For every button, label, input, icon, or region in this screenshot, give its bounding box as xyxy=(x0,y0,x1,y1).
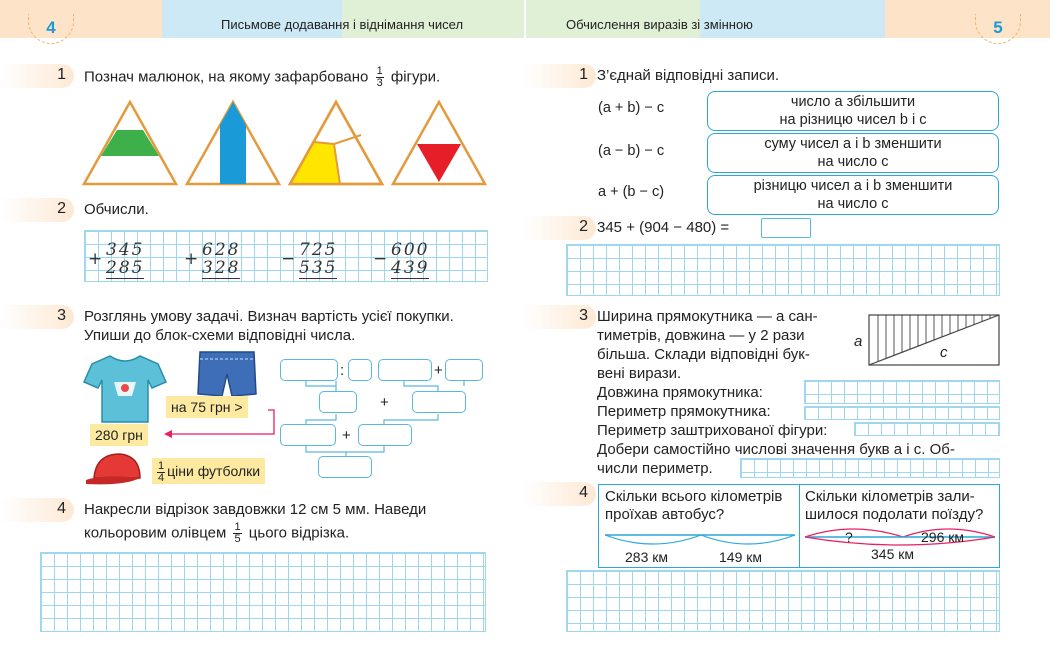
q2-value-1: 296 км xyxy=(921,529,964,545)
task-number-r4: 4 xyxy=(522,482,596,506)
task-r4-divider xyxy=(799,485,800,567)
flow-op-divide: : xyxy=(340,362,345,379)
label-shaded-perimeter: Периметр заштрихованої фігури: xyxy=(597,422,828,439)
task-number-r1: 1 xyxy=(522,64,596,88)
segment-diagram-1 xyxy=(603,525,797,549)
expr-1: (a + b) − c xyxy=(598,100,665,116)
flow-box-2[interactable] xyxy=(348,359,372,381)
task-r1-text: З’єднай відповідні записи. xyxy=(597,67,780,84)
task-number-l1: 1 xyxy=(0,64,74,88)
fraction-one-third: $\frac{1}{3}$ xyxy=(376,65,383,89)
task-l4-line1: Накресли відрізок завдовжки 12 см 5 мм. Наведи xyxy=(84,501,427,518)
cap-icon xyxy=(84,450,148,488)
triangle-2[interactable] xyxy=(187,102,279,184)
label-length: Довжина прямокутника: xyxy=(597,384,763,401)
fraction-one-fifth: $\frac{1}{5}$ xyxy=(234,521,241,545)
match-box-1[interactable]: число a збільшити на різницю чисел b і c xyxy=(707,91,999,131)
fig-label-a: a xyxy=(854,333,863,350)
header-band-right xyxy=(885,0,1050,38)
task-l2-text: Обчисли. xyxy=(84,201,149,218)
flow-box-6[interactable] xyxy=(412,391,466,413)
answer-grid-r3[interactable] xyxy=(740,458,1000,478)
page-divider xyxy=(524,0,526,38)
tshirt-icon xyxy=(82,352,168,424)
q1-value-1: 283 км xyxy=(625,549,668,565)
match-box-3[interactable]: різницю чисел a і b зменшити на число c xyxy=(707,175,999,215)
answer-grid-length[interactable] xyxy=(804,380,1000,404)
left-page-title: Письмове додавання і віднімання чисел xyxy=(221,17,464,32)
task-r4-table xyxy=(598,484,1000,568)
shorts-icon xyxy=(196,350,258,398)
task-l3-line1: Розглянь умову задачі. Визнач вартість усієї покупки. xyxy=(84,308,454,325)
q2-total: 345 км xyxy=(871,546,914,562)
q2-unknown: ? xyxy=(845,529,853,545)
task-number-l3: 3 xyxy=(0,305,74,329)
task-l1-text: Познач малюнок, на якому зафарбовано $\frac{1}{3}$ фігури. xyxy=(84,65,441,89)
triangles-figure xyxy=(80,98,490,190)
task-r2-grid[interactable] xyxy=(566,244,1000,296)
task-r3-line3: більша. Склади відповідні бук- xyxy=(597,346,810,363)
label-price-280: 280 грн xyxy=(90,424,148,446)
task-r4-grid[interactable] xyxy=(566,570,1000,632)
triangle-1[interactable] xyxy=(84,102,176,184)
fig-label-c: c xyxy=(940,344,948,361)
arrow-connector xyxy=(160,406,280,440)
flow-box-1[interactable] xyxy=(280,359,338,381)
task-number-l4: 4 xyxy=(0,498,74,522)
triangle-4[interactable] xyxy=(393,102,485,184)
task-r3-line1: Ширина прямокутника — a сан- xyxy=(597,308,818,325)
header-band-left xyxy=(0,0,162,38)
flow-op-plus-2: + xyxy=(380,394,389,411)
task-number-r3: 3 xyxy=(522,305,596,329)
label-more-75: на 75 грн > xyxy=(166,396,248,418)
task-number-r2: 2 xyxy=(522,216,596,240)
label-perimeter: Периметр прямокутника: xyxy=(597,403,771,420)
flow-op-plus-1: + xyxy=(434,362,443,379)
triangle-3[interactable] xyxy=(290,102,382,184)
match-box-2[interactable]: суму чисел a і b зменшити на число c xyxy=(707,133,999,173)
q2-line2: шилося подолати поїзду? xyxy=(805,506,984,523)
q1-line1: Скільки всього кілометрів xyxy=(605,488,783,505)
task-l4-grid[interactable] xyxy=(40,552,486,632)
flow-box-3[interactable] xyxy=(378,359,432,381)
right-page-number: 5 xyxy=(975,14,1021,44)
task-number-l2: 2 xyxy=(0,198,74,222)
right-page-title: Обчислення виразів зі змінною xyxy=(566,17,753,32)
expr-2: (a − b) − c xyxy=(598,143,665,159)
flow-box-5[interactable] xyxy=(319,391,357,413)
task-l3-line2: Упиши до блок-схеми відповідні числа. xyxy=(84,327,356,344)
flow-box-8[interactable] xyxy=(358,424,412,446)
answer-box-r2[interactable] xyxy=(761,218,811,238)
task-r3-line5: Добери самостійно числові значення букв a і c. Об- xyxy=(597,441,955,458)
q2-line1: Скільки кілометрів зали- xyxy=(805,488,975,505)
q1-line2: проїхав автобус? xyxy=(605,506,725,523)
task-r3-line4: вені вирази. xyxy=(597,365,682,382)
flow-op-plus-3: + xyxy=(342,427,351,444)
task-r3-line2: тиметрів, довжина — у 2 рази xyxy=(597,327,805,344)
task-r3-line6: числи периметр. xyxy=(597,460,713,477)
task-l4-line2: кольоровим олівцем $\frac{1}{5}$ цього відрізка. xyxy=(84,521,350,545)
task-r2-expr: 345 + (904 − 480) = xyxy=(597,219,730,236)
flow-box-result[interactable] xyxy=(318,456,372,478)
answer-grid-shaded[interactable] xyxy=(854,422,1000,436)
expr-3: a + (b − c) xyxy=(598,184,665,200)
flow-box-4[interactable] xyxy=(445,359,483,381)
left-page-number: 4 xyxy=(28,14,74,44)
label-cap-fraction: $\frac{1}{4}$ ціни футболки xyxy=(152,458,265,484)
flow-box-7[interactable] xyxy=(280,424,336,446)
answer-grid-perimeter[interactable] xyxy=(804,406,1000,420)
hatched-rectangle-figure xyxy=(868,314,1000,366)
q1-value-2: 149 км xyxy=(719,549,762,565)
